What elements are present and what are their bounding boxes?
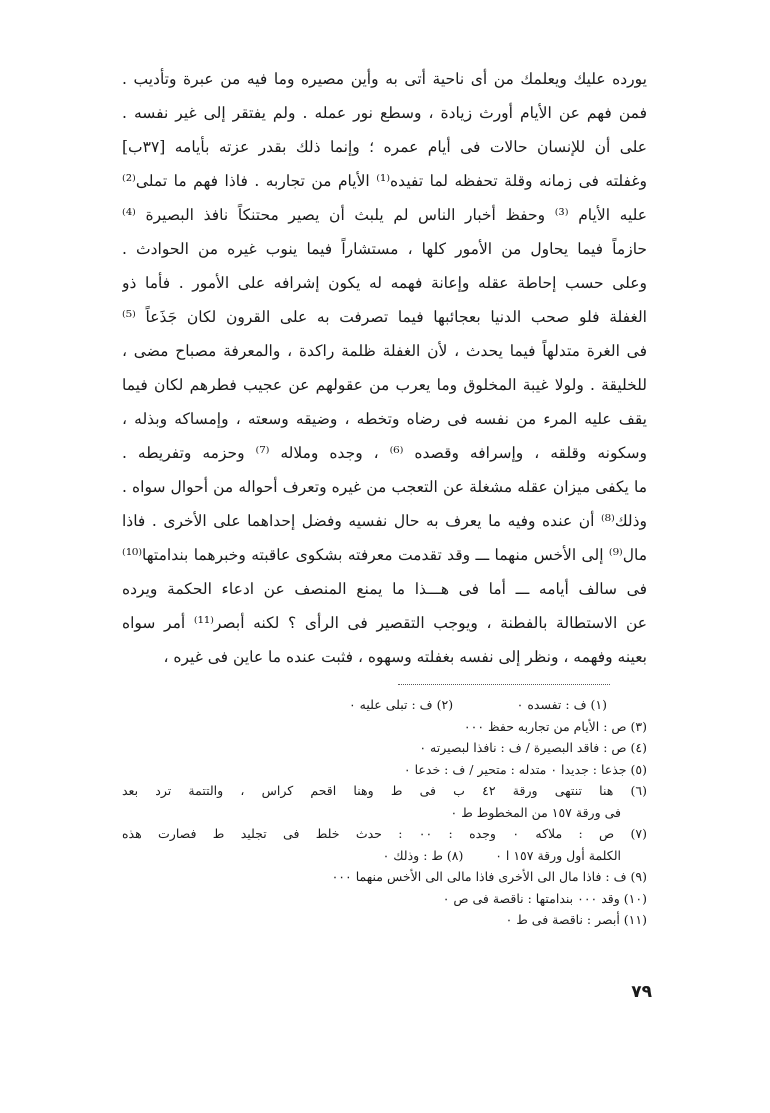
footnote-line: (٣) ص : الأيام من تجاربه حفظ ٠٠٠ (463, 718, 647, 734)
text-line: وعلى حسب إحاطة عقله وإعانة فهمه له يكون إشرافه على الأمور . فأما ذو (122, 274, 647, 292)
text-line: فى الغرة متدلهاً فيما يحدث ، لأن الغفلة ظلمة راكدة ، والمعرفة مصباح مضى ، (122, 342, 647, 360)
text-line: بعينه وفهمه ، ونظر إلى نفسه بغفلته وسهوه ، فثبت عنده ما عاين فى غيره ، (163, 648, 647, 666)
text-line: فمن فهم عن الأيام أورث زيادة ، وسطع نور عمله . ولم يفتقر إلى غير نفسه . (122, 104, 647, 122)
footnotes (122, 694, 647, 931)
text-line: وغفلته فى زمانه وقلة تحفظه لما تفيده⁽¹⁾ الأيام من تجاربه . فاذا فهم ما تملى⁽²⁾ (122, 172, 647, 190)
text-line: مال⁽⁹⁾ إلى الأخس منهما ـــ وقد تقدمت معرفته بشكوى عاقبته وخبرهما بندامتها⁽¹⁰⁾ (122, 546, 647, 564)
footnote-line: (٤) ص : فاقد البصيرة / ف : نافذا لبصيرته ٠ (419, 740, 647, 755)
footnote-line: فى ورقة ١٥٧ من المخطوط ط ٠ (450, 804, 621, 820)
text-line: وذلك⁽⁸⁾ أن عنده وفيه ما يعرف به حال نفسيه وفضل إحداهما على الأخرى . فاذا (122, 512, 647, 530)
footnote-line: (١١) أبصر : ناقصة فى ط ٠ (505, 912, 647, 927)
footnote-line: (٥) جذعا : جديدا ٠ متدله : متحير / ف : خدعا ٠ (403, 761, 647, 777)
footnote-line: (١) ف : تفسده ٠ (٢) ف : تبلى عليه ٠ (348, 697, 607, 712)
text-line: للخليقة . ولولا غيبة المخلوق وما يعرب من عقولهم عن عجيب فطرهم لكان فيما (122, 376, 647, 394)
main-text (122, 62, 647, 674)
footnote-line: (٩) ف : فاذا مال الى الأخرى فاذا مالى الى الأخس منهما ٠٠٠ (331, 869, 647, 884)
text-line: يقف عليه المرء من نفسه فى رضاه وتخطه ، وضيقه وسعته ، وإمساكه وبذله ، (122, 410, 647, 428)
text-line: عليه الأيام ⁽³⁾ وحفظ أخبار الناس لم يلبث أن يصير محتنكاً نافذ البصيرة ⁽⁴⁾ (122, 206, 647, 224)
text-line: الغفلة فلو صحب الدنيا بعجائبها فيما تصرفت به على القرون لكان جَذَعاً ⁽⁵⁾ (122, 308, 647, 326)
footnote-line: (١٠) وقد ٠٠٠ بندامتها : ناقصة فى ص ٠ (442, 890, 647, 906)
footnote-line: الكلمة أول ورقة ١٥٧ ا ٠ (٨) ط : وذلك ٠ (382, 847, 621, 863)
text-line: فى سالف أيامه ـــ أما فى هـــذا ما يمنع المنصف عن ادعاء الحكمة ويرده (122, 580, 647, 598)
page-number: ٧٩ (631, 982, 652, 1002)
text-line: حازماً فيما يحاول من الأمور كلها ، مستشاراً فيما ينوب غيره من الحوادث . (122, 240, 647, 258)
text-line: عن الاستطالة بالفطنة ، ويوجب التقصير فى الرأى ؟ لكنه أبصر⁽¹¹⁾ أمر سواه (122, 614, 647, 632)
text-line: على أن للإنسان حالات فى أيام عمره ؛ وإنما ذلك بقدر عزته بأيامه [٣٧ب] (122, 138, 647, 156)
text-line: وسكونه وقلقه ، وإسرافه وقصده ⁽⁶⁾ ، وجده وملاله ⁽⁷⁾ وحزمه وتفريطه . (122, 444, 647, 462)
footnote-line: (٧) ص : ملاكه ٠ وجده : ٠٠ : حدث خلط فى تجليد ط فصارت هذه (122, 826, 647, 841)
text-line: ما يكفى ميزان عقله مشغلة عن التعجب من غيره وتعرف أحواله من أحوال سواه . (122, 478, 647, 496)
footnote-separator (398, 684, 610, 685)
footnote-line: (٦) هنا تنتهى ورقة ٤٢ ب فى ط وهنا اقحم كراس ، والتتمة ترد بعد (122, 783, 647, 798)
text-line: يورده عليك ويعلمك من أى ناحية أتى به وأين مصيره وما فيه من عبرة وتأديب . (122, 70, 647, 88)
